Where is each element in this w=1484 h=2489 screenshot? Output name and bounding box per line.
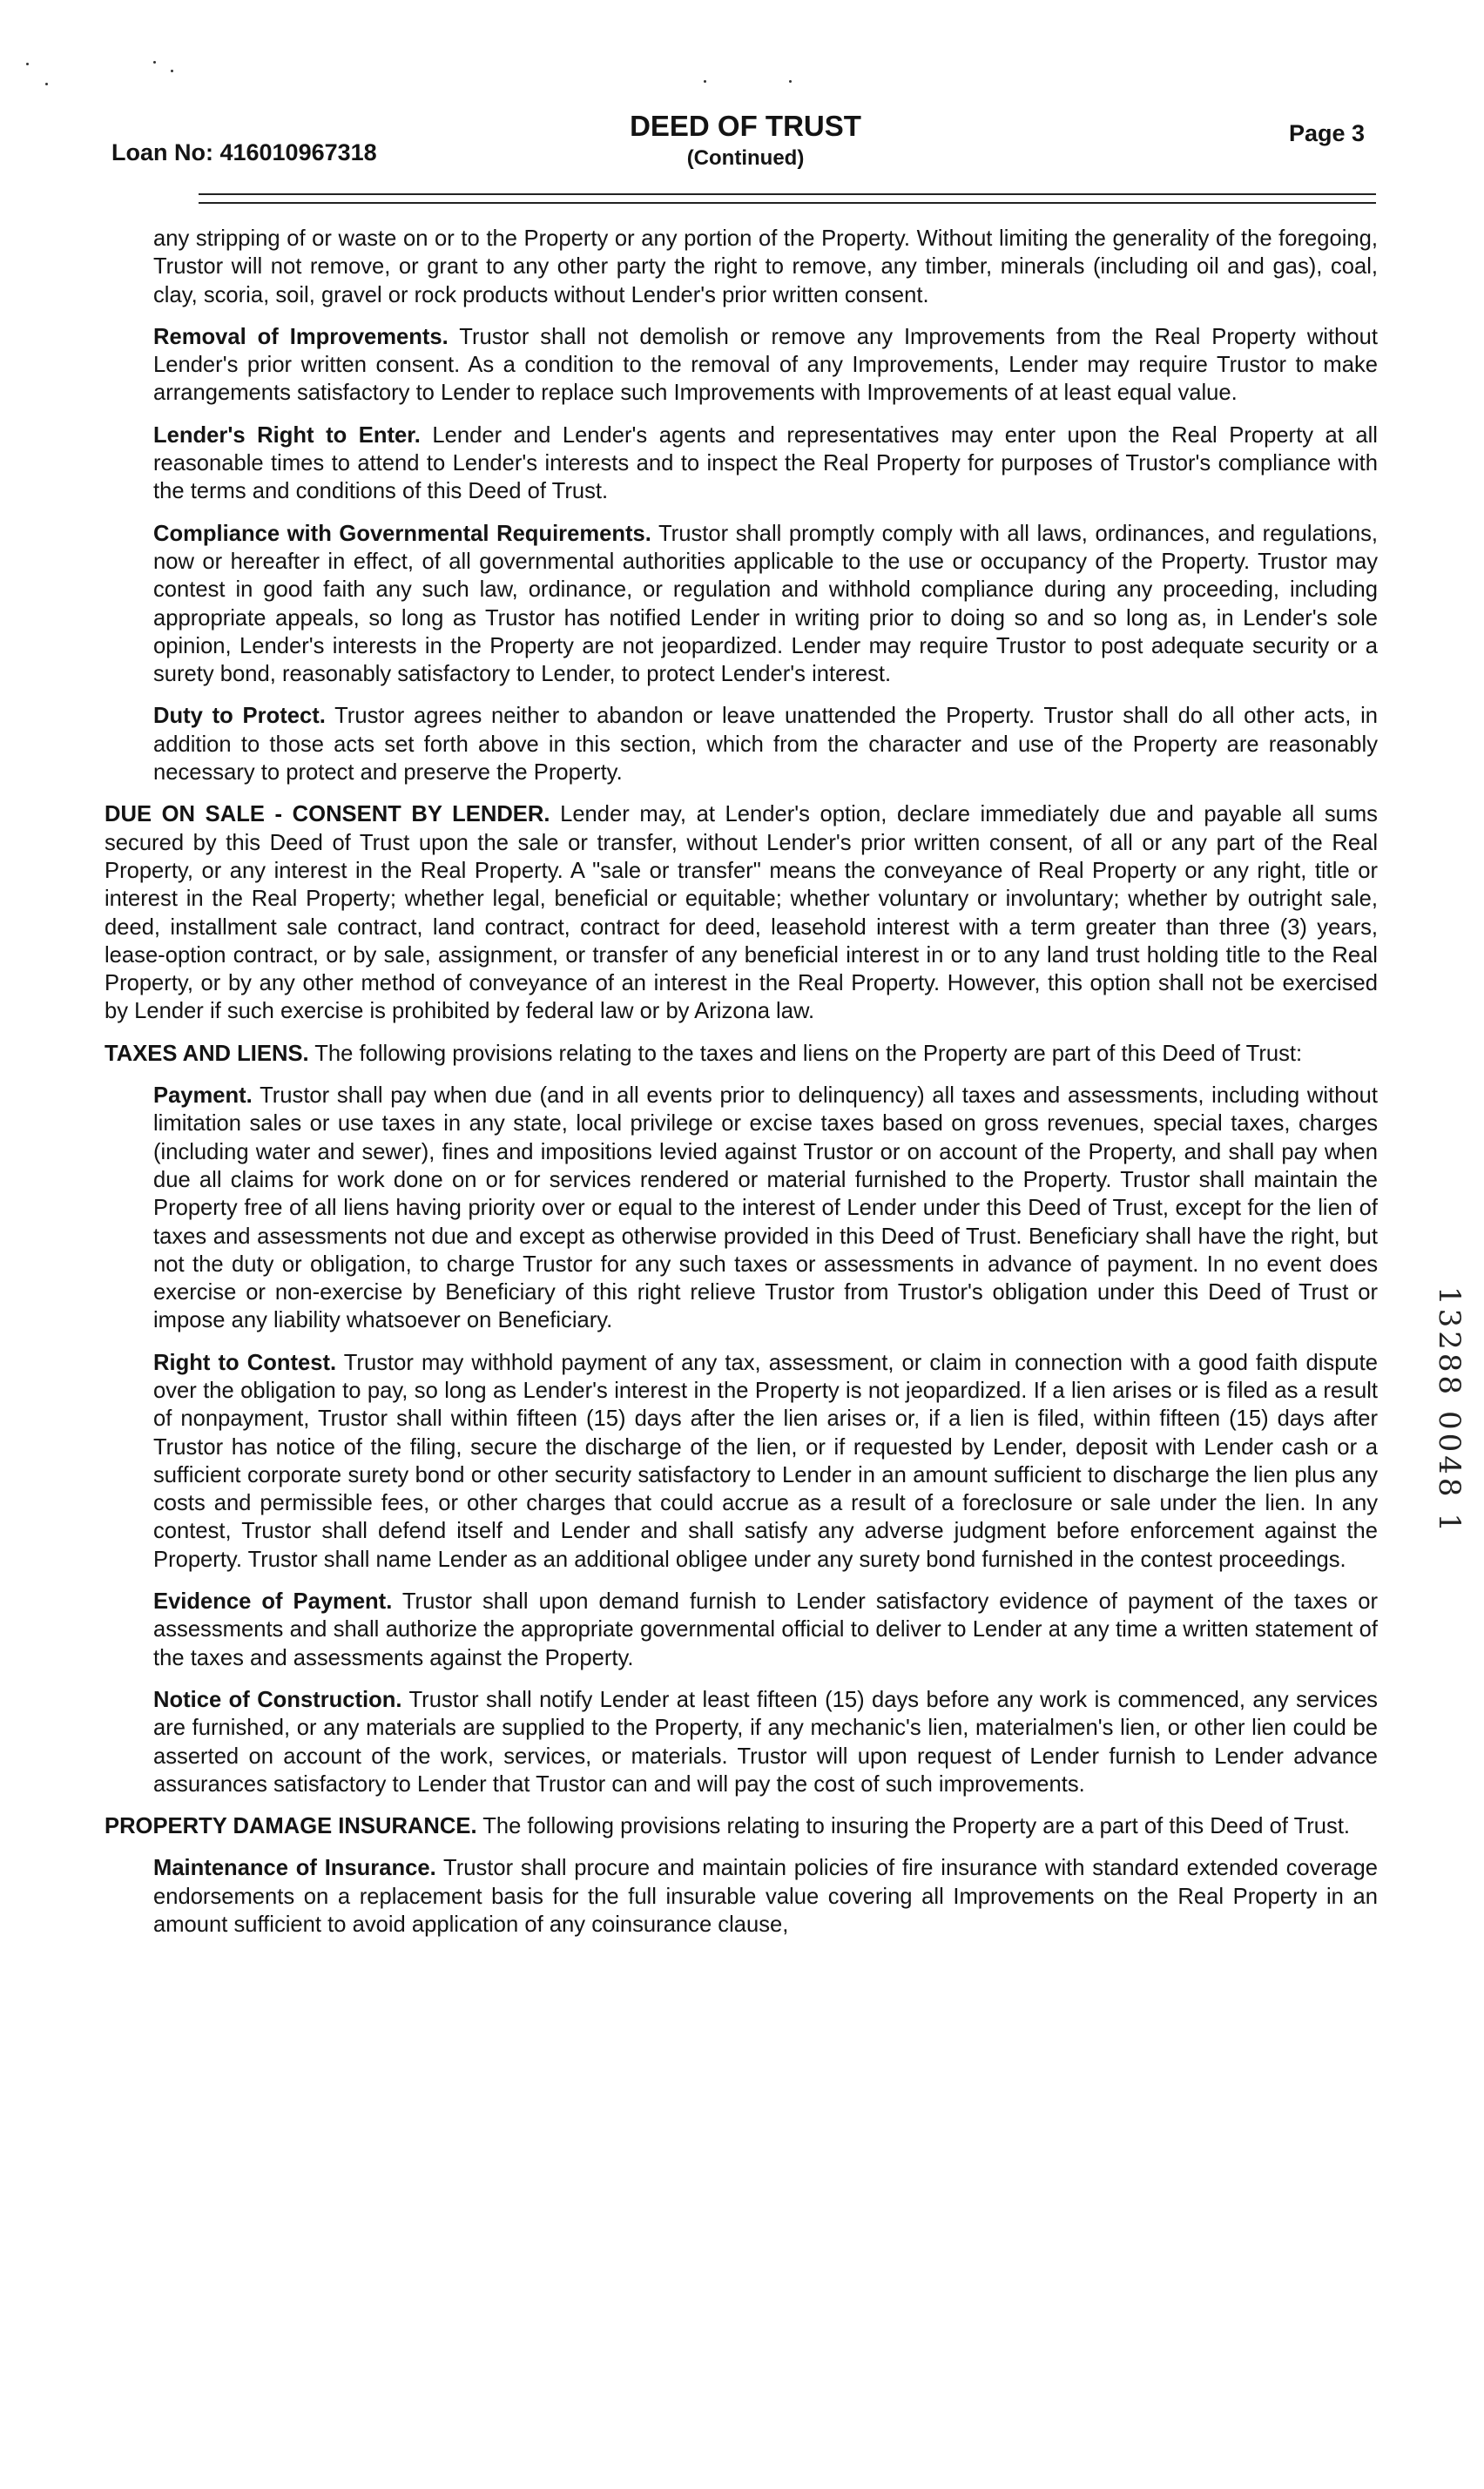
- paragraph-right-to-contest: [153, 1349, 1378, 1574]
- recording-number-stamp: 13288 0048 1: [1432, 1286, 1467, 1535]
- paragraph-text: Trustor shall not demolish or remove any Improvements from the Real Property without Lender's prior written consent. As a condition to the removal of any Improvements, Lender may require Trustor to make arrangements satisfactory to Lender to replace such Improvements with Improvements of at least equal value.: [153, 324, 1378, 406]
- document-title: DEED OF TRUST: [630, 110, 861, 142]
- paragraph-text: Lender and Lender's agents and representatives may enter upon the Real Property at all reasonable times to attend to Lender's interests and to inspect the Real Property for purposes of Trustor's compliance with the terms and conditions of this Deed of Trust.: [153, 422, 1378, 504]
- section-text: The following provisions relating to insuring the Property are a part of this Deed of Trust.: [482, 1814, 1351, 1839]
- paragraph-text: Trustor shall notify Lender at least fifteen (15) days before any work is commenced, any services are furnished, or any materials are supplied to the Property, if any mechanic's lien, materialmen's lien, or other lien could be asserted on account of the work, services, or materials. Trustor will upon request of Lender furnish to Lender advance assurances satisfactory to Lender that Trustor can and will pay the cost of such improvements.: [153, 1687, 1378, 1797]
- paragraph-text: Trustor shall upon demand furnish to Lender satisfactory evidence of payment of the taxes or assessments and shall authorize the appropriate governmental official to deliver to Lender at any time a written statement of the taxes and assessments against the Property.: [153, 1589, 1378, 1670]
- paragraph-notice-of-construction: [153, 1686, 1378, 1798]
- paragraph-heading: Lender's Right to Enter.: [153, 422, 421, 448]
- header-rule-top: [199, 193, 1376, 195]
- scan-speck: [704, 80, 706, 83]
- section-property-damage-insurance: [105, 1812, 1378, 1840]
- paragraph-heading: Payment.: [153, 1083, 253, 1109]
- section-heading: PROPERTY DAMAGE INSURANCE.: [105, 1814, 477, 1839]
- loan-number: Loan No: 416010967318: [111, 139, 377, 165]
- section-due-on-sale: [105, 800, 1378, 1025]
- paragraph-text: any stripping of or waste on or to the Property or any portion of the Property. Without limiting the generality of the foregoing, Trustor will not remove, or grant to any other party the right to remove, any timber, minerals (including oil and gas), coal, clay, scoria, soil, gravel or rock products without Lender's prior written consent.: [153, 226, 1378, 307]
- section-text: The following provisions relating to the taxes and liens on the Property are part of this Deed of Trust:: [314, 1041, 1303, 1066]
- section-taxes-and-liens: [105, 1040, 1378, 1068]
- paragraph-payment: [153, 1082, 1378, 1335]
- paragraph-continuation: [153, 225, 1378, 309]
- paragraph-heading: Maintenance of Insurance.: [153, 1856, 436, 1881]
- paragraph-heading: Evidence of Payment.: [153, 1589, 393, 1615]
- paragraph-text: Trustor may withhold payment of any tax, assessment, or claim in connection with a good faith dispute over the obligation to pay, so long as Lender's interest in the Property is not jeopardized. If a lien arises or is filed as a result of nonpayment, Trustor shall within fifteen (15) days after the lien arises or, if a lien is filed, within fifteen (15) days after Trustor has notice of the filing, secure the discharge of the lien, or if requested by Lender, deposit with Lender cash or a sufficient corporate surety bond or other security satisfactory to Lender in an amount sufficient to discharge the lien plus any costs and permissible fees, or other charges that could accrue as a result of a foreclosure or sale under the lien. In any contest, Trustor shall defend itself and Lender and shall satisfy any adverse judgment before enforcement against the Property. Trustor shall name Lender as an additional obligee under any surety bond furnished in the contest proceedings.: [153, 1350, 1379, 1572]
- paragraph-removal-of-improvements: [153, 323, 1378, 408]
- paragraph-text: Trustor shall procure and maintain policies of fire insurance with standard extended coverage endorsements on a replacement basis for the full insurable value covering all Improvements on the Real Property in an amount sufficient to avoid application of any coinsurance clause,: [153, 1856, 1378, 1938]
- scan-speck: [171, 70, 173, 72]
- section-heading: DUE ON SALE - CONSENT BY LENDER.: [105, 802, 550, 827]
- paragraph-duty-to-protect: [153, 702, 1378, 786]
- section-text: Lender may, at Lender's option, declare immediately due and payable all sums secured by this Deed of Trust upon the sale or transfer, without Lender's prior written consent, of all or any part of the Real Property, or any interest in the Real Property. A "sale or transfer" means the conveyance of Real Property or any right, title or interest in the Real Property; whether legal, beneficial or equitable; whether voluntary or involuntary; whether by outright sale, deed, installment sale contract, land contract, contract for deed, leasehold interest with a term greater than three (3) years, lease-option contract, or by sale, assignment, or transfer of any beneficial interest in or to any land trust holding title to the Real Property, or by any other method of conveyance of an interest in the Real Property. However, this option shall not be exercised by Lender if such exercise is prohibited by federal law or by Arizona law.: [105, 802, 1378, 1024]
- paragraph-right-to-enter: [153, 422, 1378, 506]
- paragraph-text: Trustor shall promptly comply with all laws, ordinances, and regulations, now or hereafter in effect, of all governmental authorities applicable to the use or occupancy of the Property. Trustor may contest in good faith any such law, ordinance, or regulation and withhold compliance during any proceeding, including appropriate appeals, so long as Trustor has notified Lender in writing prior to doing so and so long as, in Lender's sole opinion, Lender's interests in the Property are not jeopardized. Lender may require Trustor to post adequate security or a surety bond, reasonably satisfactory to Lender, to protect Lender's interest.: [153, 521, 1378, 687]
- page-number: Page 3: [1289, 120, 1366, 146]
- paragraph-compliance: [153, 520, 1378, 689]
- paragraph-heading: Duty to Protect.: [153, 704, 326, 729]
- paragraph-text: Trustor agrees neither to abandon or leave unattended the Property. Trustor shall do all other acts, in addition to those acts set forth above in this section, which from the character and use of the Property are reasonably necessary to protect and preserve the Property.: [153, 704, 1378, 786]
- scan-speck: [153, 61, 156, 64]
- paragraph-text: Trustor shall pay when due (and in all events prior to delinquency) all taxes and assessments, including without limitation sales or use taxes in any state, local privilege or excise taxes based on gross revenues, special taxes, charges (including water and sewer), fines and impositions levied against Trustor or on account of the Property, and shall pay when due all claims for work done on or for services rendered or material furnished to the Property. Trustor shall maintain the Property free of all liens having priority over or equal to the interest of Lender under this Deed of Trust, except for the lien of taxes and assessments not due and except as otherwise provided in this Deed of Trust. Beneficiary shall have the right, but not the duty or obligation, to charge Trustor for any such taxes or assessments in advance of payment. In no event does exercise or non-exercise by Beneficiary of this right relieve Trustor from Trustor's obligation under this Deed of Trust or impose any liability whatsoever on Beneficiary.: [153, 1083, 1379, 1333]
- header-rule-bottom: [199, 202, 1376, 204]
- document-body: [105, 225, 1378, 1953]
- paragraph-heading: Removal of Improvements.: [153, 324, 449, 349]
- scan-speck: [26, 63, 29, 65]
- document-subtitle: (Continued): [686, 146, 805, 170]
- scan-speck: [45, 83, 48, 85]
- scan-speck: [789, 80, 792, 83]
- paragraph-heading: Right to Contest.: [153, 1350, 337, 1375]
- paragraph-heading: Notice of Construction.: [153, 1687, 402, 1712]
- paragraph-heading: Compliance with Governmental Requirements.: [153, 521, 651, 546]
- page-header: [0, 0, 1484, 209]
- section-heading: TAXES AND LIENS.: [105, 1041, 309, 1066]
- paragraph-maintenance-of-insurance: [153, 1854, 1378, 1939]
- paragraph-evidence-of-payment: [153, 1588, 1378, 1672]
